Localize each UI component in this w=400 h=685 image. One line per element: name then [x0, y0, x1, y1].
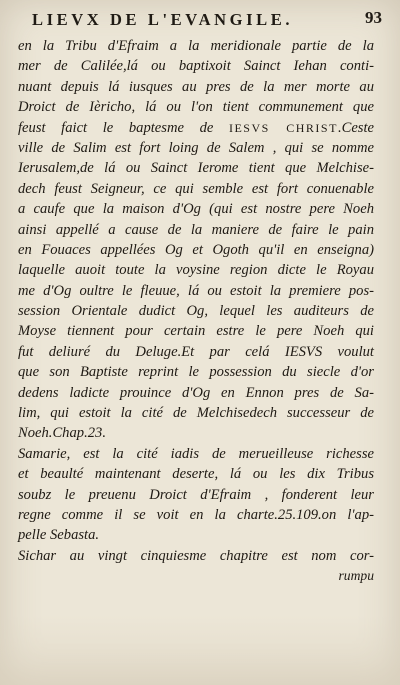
text-line: soubz le preuenu Droict d'Efraim , fonderent leur: [18, 486, 374, 503]
text-line: que son Baptiste reprint le possession du siecle d'or: [18, 364, 374, 381]
text-line: fut deliuré du Deluge.Et par celá IESVS voulut: [18, 343, 374, 360]
text-line: a caufe que la maison d'Og (qui est nostre pere Noeh: [18, 201, 374, 218]
text-line: ainsi appellé a cause de la maniere de faire le pain: [18, 221, 374, 238]
text-line: Droict de Ièricho, lá ou l'on tient communement que: [18, 99, 374, 116]
text-line: nuant depuis lá iusques au pres de la mer morte au: [18, 78, 374, 95]
page-bottom-shading: [0, 615, 400, 685]
page-number: 93: [365, 8, 382, 27]
text-line: dech feust Seigneur, ce qui semble est fort conuenable: [18, 180, 374, 197]
text-line: me d'Og oultre le fleuue, lá ou estoit la premiere pos-: [18, 282, 374, 299]
text-line: mer de Calilée,lá ou baptixoit Sainct Iehan conti-: [18, 58, 374, 75]
text-line: rumpu: [338, 568, 374, 584]
text-line-part: .Ceste: [337, 119, 375, 136]
text-line: lim, qui estoit la cité de Melchisedech successeur de: [18, 405, 374, 422]
running-head: [18, 2, 382, 32]
text-line-part: feust faict le baptesme de: [18, 119, 229, 136]
text-line: pelle Sebasta.: [18, 527, 100, 544]
text-line: Sichar au vingt cinquiesme chapitre est nom cor-: [18, 547, 374, 564]
text-line: et beaulté maintenant deserte, lá ou les dix Tribus: [18, 466, 374, 483]
text-line: regne comme il se voit en la charte.25.109.on l'ap-: [18, 506, 374, 523]
text-line: laquelle auoit toute la voysine region dicte le Royau: [18, 262, 374, 279]
text-line: dedens ladicte prouince d'Og en Ennon pres de Sa-: [18, 384, 374, 401]
text-line-part: IESVS CHRIST: [228, 120, 338, 135]
text-line: en la Tribu d'Efraim a la meridionale partie de la: [18, 38, 374, 54]
body-text: [18, 36, 374, 587]
text-line: Ierusalem,de lá ou Sainct Ierome tient que Melchise-: [18, 160, 374, 177]
text-line: session Orientale dudict Og, lequel les auditeurs de: [18, 303, 374, 320]
text-line: Moyse tiennent pour certain estre le pere Noeh qui: [18, 323, 374, 340]
running-head-title: LIEVX DE L'EVANGILE.: [32, 10, 294, 29]
text-line: [18, 118, 374, 138]
text-line: Samarie, est la cité iadis de merueilleuse richesse: [18, 445, 374, 462]
text-line: ville de Salim est fort loing de Salem , qui se nomme: [18, 139, 374, 156]
text-line: Noeh.Chap.23.: [18, 425, 106, 442]
text-line: en Fouaces appellées Og et Ogoth qu'il en enseigna): [18, 241, 374, 258]
